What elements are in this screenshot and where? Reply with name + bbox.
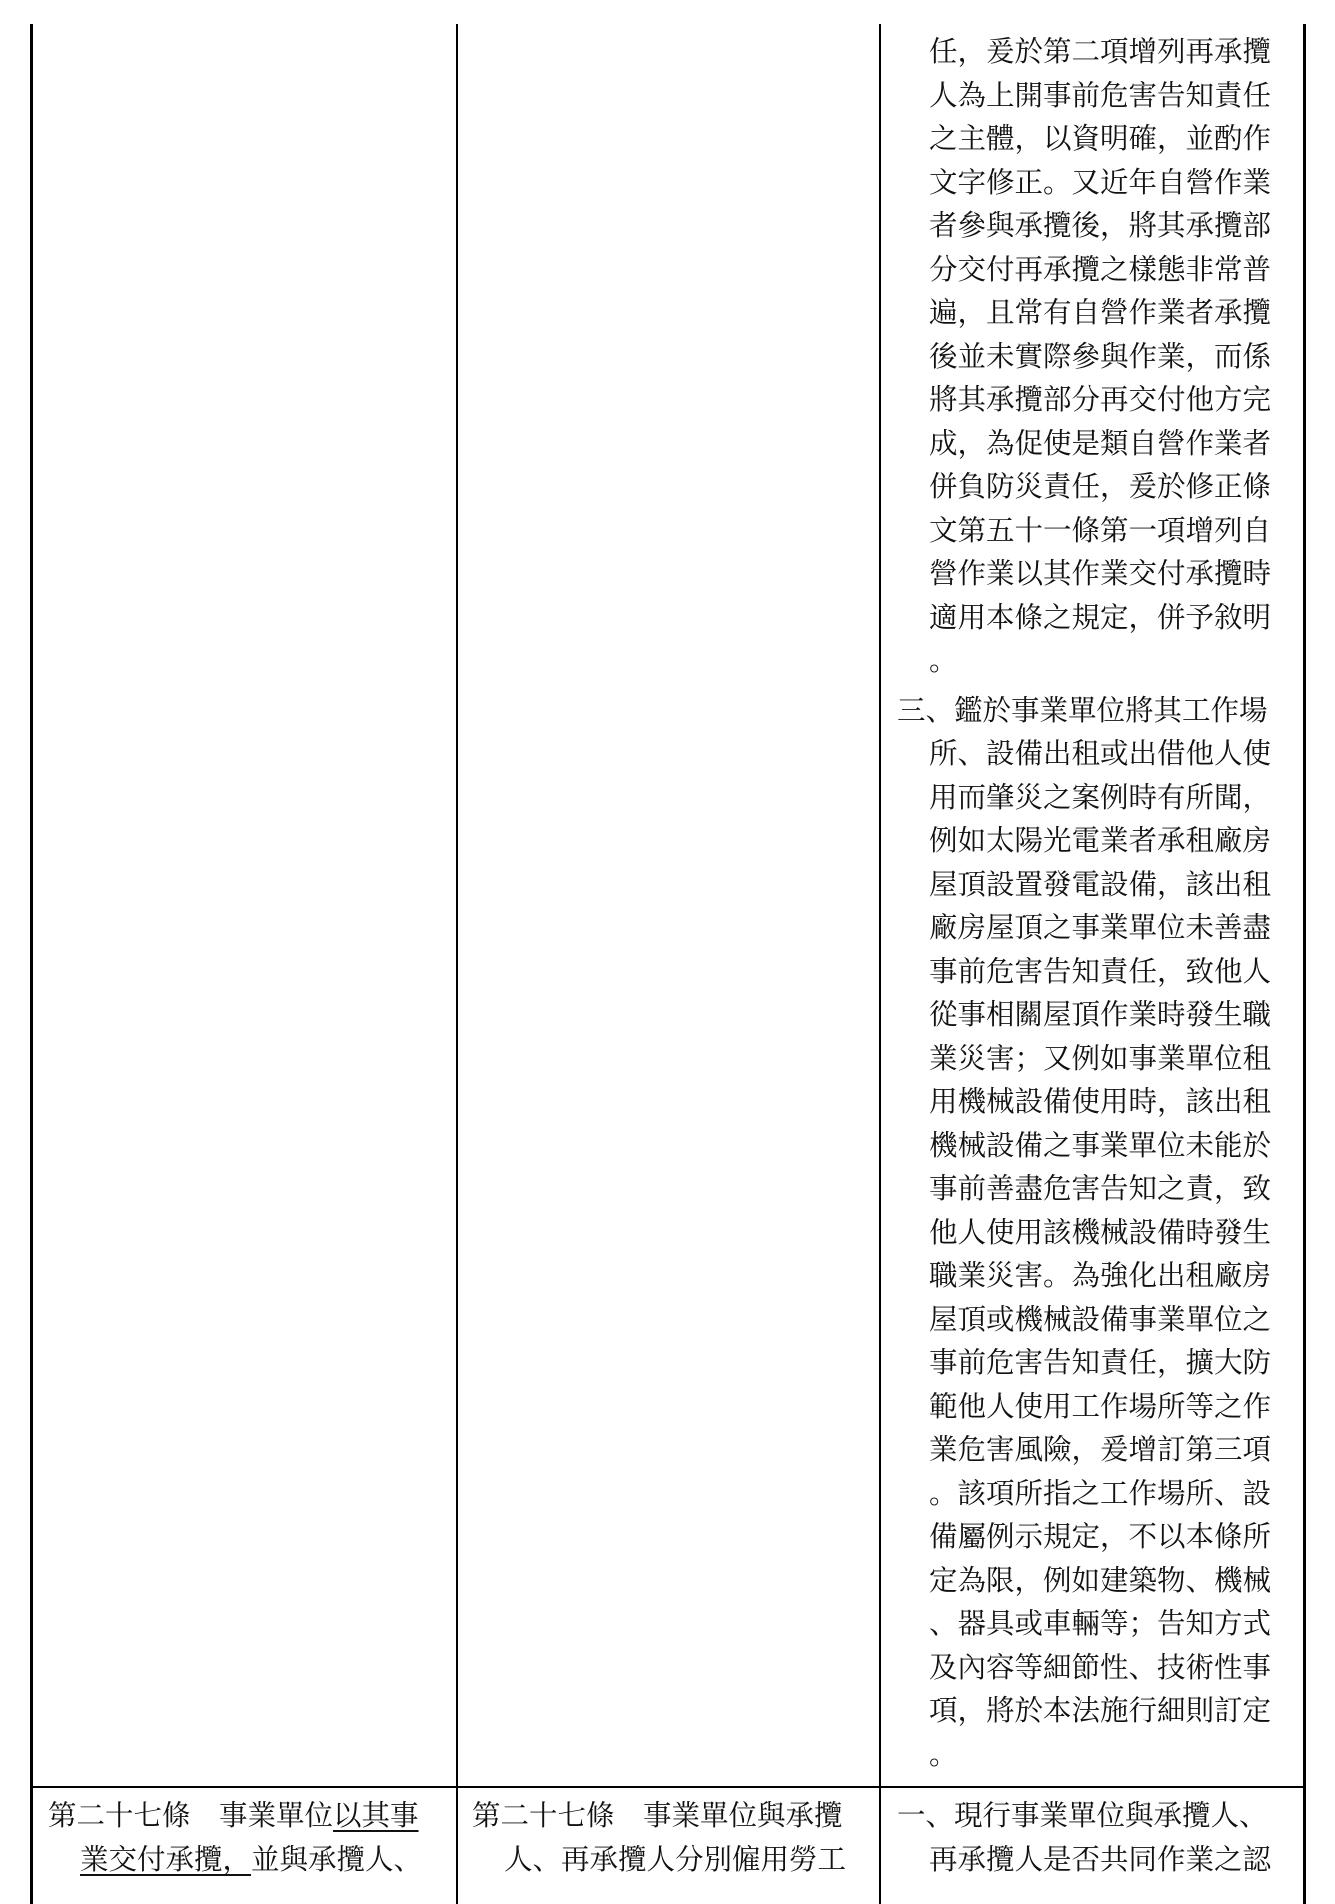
current-article-cell (472, 1794, 872, 1881)
text-line: 營作業以其作業交付承攬時 (929, 557, 1272, 590)
text-line: 範他人使用工作場所等之作 (929, 1389, 1272, 1423)
text-line: 遍，且常有自營作業者承攬 (929, 296, 1272, 329)
text-line: 及內容等細節性、技術性事 (929, 1650, 1272, 1684)
text-line: 他人使用該機械設備時發生 (929, 1215, 1272, 1249)
text-line: 後並未實際參與作業，而係 (929, 339, 1272, 373)
text-line: 備屬例示規定，不以本條所 (929, 1520, 1272, 1553)
text-line: 項，將於本法施行細則訂定 (929, 1694, 1272, 1727)
text-line: 從事相關屋頂作業時發生職 (929, 998, 1272, 1031)
text-line: 屋頂或機械設備事業單位之 (929, 1302, 1272, 1336)
text-line: 。 (929, 1737, 958, 1771)
text-line: 用而肇災之案例時有所聞， (929, 780, 1272, 814)
text-line: 廠房屋頂之事業單位未善盡 (929, 911, 1272, 944)
explanation-cell (897, 30, 1297, 1776)
row-divider (30, 1786, 1306, 1788)
table-right-border (1303, 24, 1306, 1904)
text-line: 業災害；又例如事業單位租 (929, 1041, 1272, 1075)
amended-underlined-text: 以其事 (333, 1799, 419, 1832)
explanation-item-3 (897, 689, 1297, 1777)
text-line (48, 1838, 448, 1882)
text-line: 成，為促使是類自營作業者 (929, 426, 1272, 460)
text-line: 文字修正。又近年自營作業 (929, 165, 1272, 199)
column-divider-2 (879, 24, 881, 1904)
text-line: 屋頂設置發電設備，該出租 (929, 867, 1272, 901)
text-line: 。該項所指之工作場所、設 (929, 1476, 1272, 1510)
table-left-border (30, 24, 33, 1904)
text-line: 之主體，以資明確，並酌作 (929, 122, 1272, 155)
column-divider-1 (456, 24, 458, 1904)
text-line: 定為限，例如建築物、機械 (929, 1563, 1272, 1597)
text-line: 適用本條之規定，併予敘明 (929, 600, 1272, 634)
text-line: 任，爰於第二項增列再承攬 (929, 35, 1272, 68)
text-line: 再承攬人是否共同作業之認 (929, 1842, 1272, 1876)
text-line: 三、鑑於事業單位將其工作場 (897, 693, 1268, 727)
amended-text: 並與承攬人、 (251, 1842, 423, 1876)
text-line: 一、現行事業單位與承攬人、 (897, 1799, 1268, 1832)
text-line: 用機械設備使用時，該出租 (929, 1085, 1272, 1118)
amended-article-cell (48, 1794, 448, 1881)
amended-underlined-text: 業交付承攬， (80, 1842, 252, 1876)
text-line: 所、設備出租或出借他人使 (929, 737, 1272, 770)
text-line: 例如太陽光電業者承租廠房 (929, 824, 1272, 857)
text-line: 業危害風險，爰增訂第三項 (929, 1433, 1272, 1466)
text-line: 人為上開事前危害告知責任 (929, 78, 1272, 112)
text-line: 職業災害。為強化出租廠房 (929, 1259, 1272, 1292)
text-line: 第二十七條 事業單位與承攬 (472, 1799, 843, 1832)
text-line: 併負防災責任，爰於修正條 (929, 470, 1272, 503)
text-line: 分交付再承攬之樣態非常普 (929, 252, 1272, 286)
text-line: 者參與承攬後，將其承攬部 (929, 209, 1272, 242)
text-line (48, 1794, 448, 1838)
explanation-item-2-continuation (897, 30, 1297, 683)
text-line: 、器具或車輛等；告知方式 (929, 1607, 1272, 1640)
text-line: 。 (929, 644, 958, 677)
text-line: 機械設備之事業單位未能於 (929, 1128, 1272, 1162)
text-line: 事前善盡危害告知之責，致 (929, 1172, 1272, 1205)
text-line: 人、再承攬人分別僱用勞工 (504, 1842, 847, 1876)
article-heading: 第二十七條 事業單位 (48, 1799, 334, 1832)
text-line: 文第五十一條第一項增列自 (929, 513, 1272, 547)
text-line: 事前危害告知責任，致他人 (929, 954, 1272, 988)
text-line: 將其承攬部分再交付他方完 (929, 383, 1272, 416)
text-line: 事前危害告知責任，擴大防 (929, 1346, 1272, 1379)
explanation-cell-next (897, 1794, 1297, 1881)
